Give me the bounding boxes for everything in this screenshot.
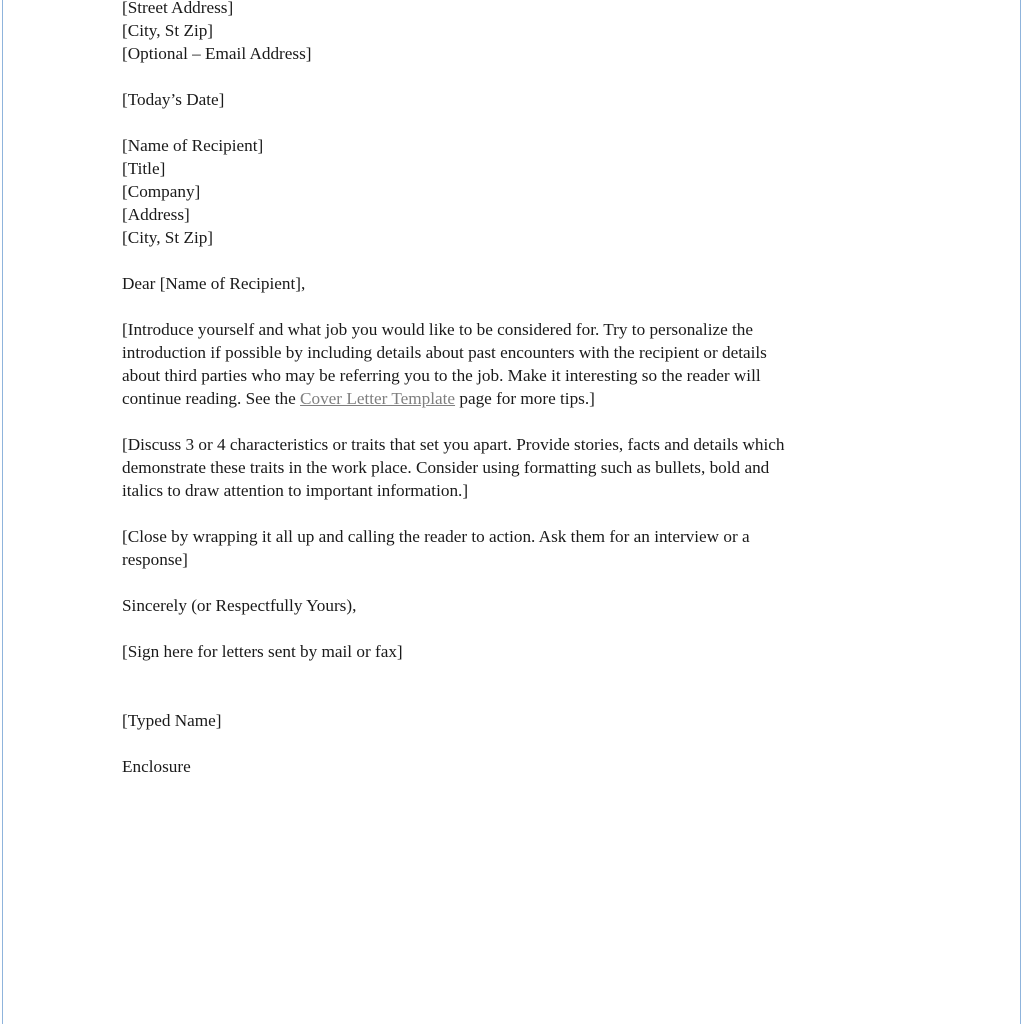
sender-email: [Optional – Email Address] — [122, 44, 312, 63]
page-right-border — [1020, 0, 1021, 1024]
paragraph-line: [Close by wrapping it all up and calling the reader to action. Ask them for an interview or a — [122, 527, 750, 546]
letter-date: [Today’s Date] — [122, 90, 225, 109]
paragraph-line: about third parties who may be referring you to the job. Make it interesting so the reader will — [122, 366, 761, 385]
paragraph-characteristics — [122, 433, 912, 502]
complimentary-close: Sincerely (or Respectfully Yours), — [122, 596, 357, 615]
cover-letter-body — [122, 0, 912, 778]
paragraph-line: [Introduce yourself and what job you would like to be considered for. Try to personalize the — [122, 320, 754, 339]
typed-name: [Typed Name] — [122, 711, 222, 730]
paragraph-line: demonstrate these traits in the work place. Consider using formatting such as bullets, bold and — [122, 458, 770, 477]
link-prefix-text: continue reading. See the — [122, 389, 301, 408]
paragraph-line: [Discuss 3 or 4 characteristics or traits that set you apart. Provide stories, facts and details which — [122, 435, 785, 454]
paragraph-line-with-link — [122, 387, 912, 410]
paragraph-line: response] — [122, 550, 188, 569]
page-left-border — [2, 0, 3, 1024]
recipient-title: [Title] — [122, 159, 166, 178]
paragraph-line: introduction if possible by including details about past encounters with the recipient or details — [122, 343, 767, 362]
paragraph-introduction — [122, 318, 912, 410]
paragraph-line: italics to draw attention to important information.] — [122, 481, 469, 500]
paragraph-closing — [122, 525, 912, 571]
sender-street: [Street Address] — [122, 0, 234, 17]
recipient-address: [Address] — [122, 205, 190, 224]
enclosure-note: Enclosure — [122, 757, 191, 776]
link-suffix-text: page for more tips.] — [455, 389, 595, 408]
recipient-company: [Company] — [122, 182, 201, 201]
recipient-city: [City, St Zip] — [122, 228, 214, 247]
salutation: Dear [Name of Recipient], — [122, 274, 306, 293]
cover-letter-template-link[interactable]: Cover Letter Template — [300, 389, 456, 408]
recipient-name: [Name of Recipient] — [122, 136, 264, 155]
signature-note: [Sign here for letters sent by mail or fax] — [122, 642, 403, 661]
sender-city: [City, St Zip] — [122, 21, 214, 40]
